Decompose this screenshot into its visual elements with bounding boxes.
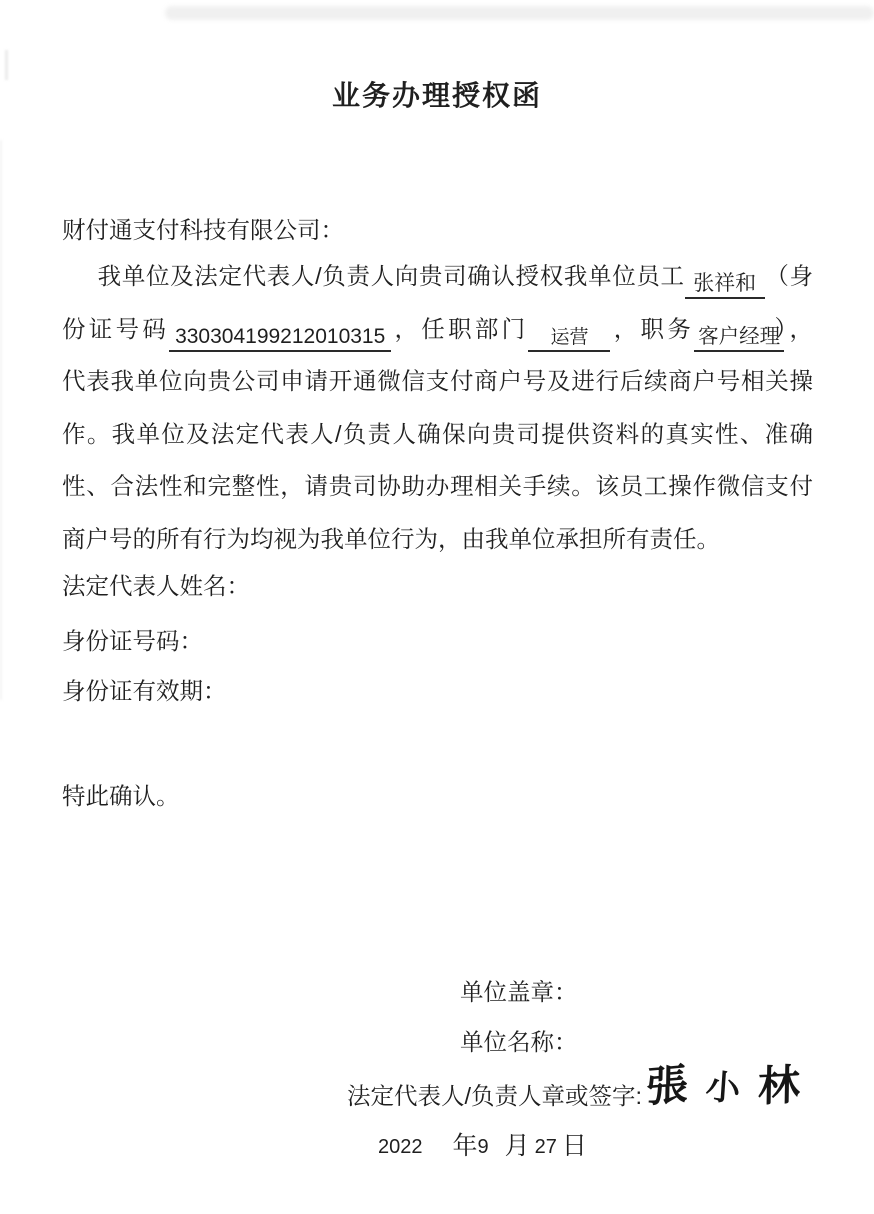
date-day-value: 27	[534, 1136, 557, 1158]
date-month-value: 9	[477, 1136, 489, 1158]
legal-rep-name-label: 法定代表人姓名：	[62, 573, 250, 599]
employee-name-blank	[685, 263, 765, 299]
signature-char: 林	[757, 1060, 801, 1111]
company-name-label: 单位名称：	[460, 1029, 578, 1055]
id-number-blank	[169, 316, 391, 352]
signature-label: 法定代表人/负责人章或签字:	[347, 1083, 643, 1109]
signature-char: 張	[645, 1060, 689, 1111]
date-line	[378, 1130, 587, 1164]
body-line-7: 商户号的所有行为均视为我单位行为，由我单位承担所有责任。	[62, 525, 720, 552]
scan-artifact-left-streak	[5, 50, 8, 80]
company-seal-label: 单位盖章：	[460, 979, 578, 1005]
scan-artifact-top	[165, 6, 874, 20]
signature-row	[347, 1060, 814, 1114]
date-year-unit: 年	[452, 1132, 478, 1160]
date-day-unit: 日	[561, 1132, 587, 1160]
body-line-2	[62, 250, 813, 303]
confirmation-text: 特此确认。	[62, 783, 180, 809]
position-value: 客户经理	[698, 324, 781, 348]
date-year-value: 2022	[378, 1136, 423, 1158]
signature-char: 小	[704, 1067, 742, 1109]
body-line-2-tail: （身	[764, 263, 814, 289]
body-line-2-text: 我单位及法定代表人/负责人向贵司确认授权我单位员工	[97, 263, 685, 289]
id-number-value: 330304199212010315	[175, 324, 386, 348]
position-label-fragment: ，职务	[610, 315, 695, 342]
department-label-fragment: ，任职部门	[391, 315, 529, 342]
page-title: 业务办理授权函	[331, 80, 542, 111]
body-line-5: 作。我单位及法定代表人/负责人确保向贵司提供资料的真实性、准确	[62, 420, 813, 447]
id-number-label: 身份证号码：	[62, 628, 203, 654]
salutation: 财付通支付科技有限公司：	[62, 217, 344, 243]
scan-artifact-left-edge	[0, 140, 2, 700]
department-value: 运营	[550, 326, 589, 348]
id-label-fragment: 份证号码	[62, 315, 170, 342]
employee-name-value: 张祥和	[693, 272, 757, 295]
body-line-4: 代表我单位向贵公司申请开通微信支付商户号及进行后续商户号相关操	[62, 368, 813, 395]
closing-paren: ），	[771, 315, 813, 342]
body-line-6: 性、合法性和完整性，请贵司协助办理相关手续。该员工操作微信支付	[62, 473, 813, 500]
id-validity-label: 身份证有效期：	[62, 678, 227, 704]
body-paragraph	[62, 250, 813, 566]
handwritten-signature	[645, 1060, 814, 1111]
department-blank	[528, 316, 610, 352]
date-month-unit: 月	[504, 1132, 530, 1160]
body-line-3	[62, 303, 813, 356]
